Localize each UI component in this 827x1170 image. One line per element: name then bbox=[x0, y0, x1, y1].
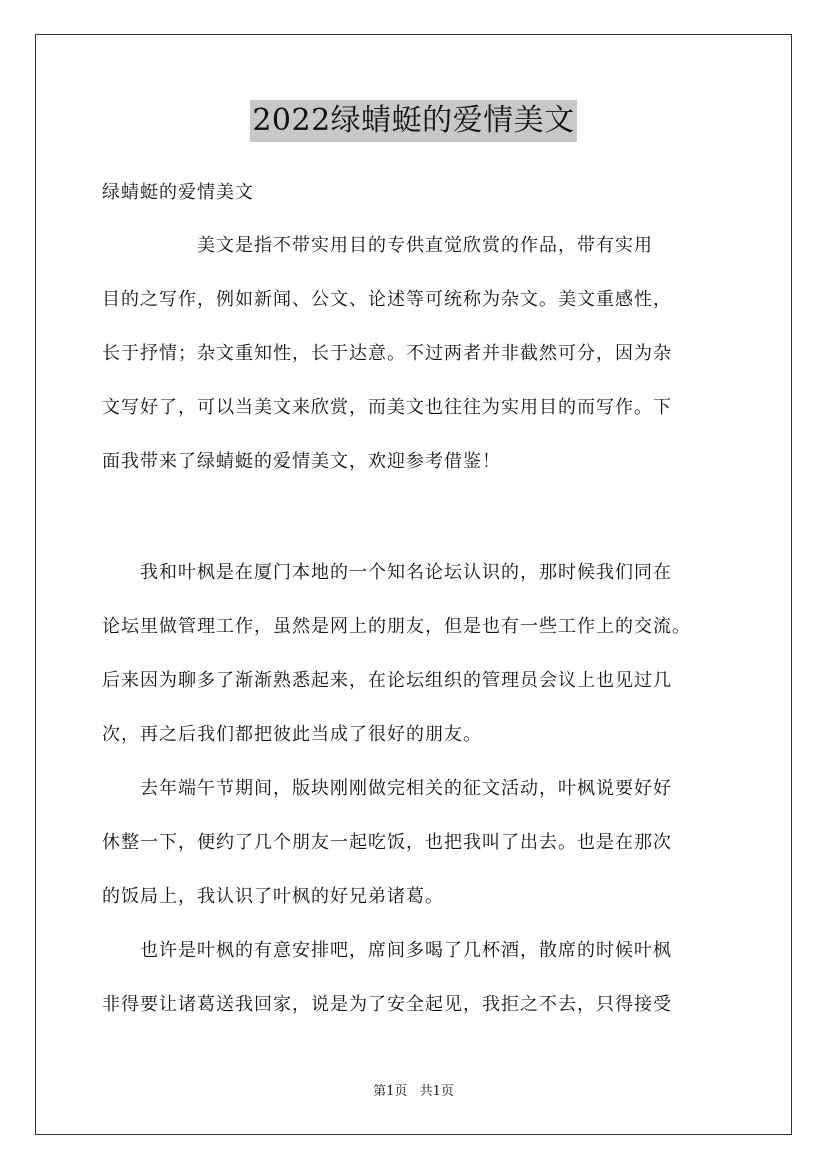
paragraph-line: 休整一下，便约了几个朋友一起吃饭，也把我叫了出去。也是在那次 bbox=[102, 832, 672, 853]
title-container bbox=[0, 100, 827, 142]
paragraph-line: 文写好了，可以当美文来欣赏，而美文也往往为实用目的而写作。下 bbox=[102, 397, 672, 418]
paragraph-2 bbox=[102, 546, 732, 762]
paragraph-line: 非得要让诸葛送我回家，说是为了安全起见，我拒之不去，只得接受 bbox=[102, 994, 672, 1015]
paragraph-line: 我和叶枫是在厦门本地的一个知名论坛认识的，那时候我们同在 bbox=[102, 562, 672, 583]
paragraph-4 bbox=[102, 924, 732, 1032]
paragraph-line: 目的之写作，例如新闻、公文、论述等可统称为杂文。美文重感性， bbox=[102, 289, 672, 310]
paragraph-line: 后来因为聊多了渐渐熟悉起来，在论坛组织的管理员会议上也见过几 bbox=[102, 670, 672, 691]
paragraph-line: 长于抒情；杂文重知性，长于达意。不过两者并非截然可分，因为杂 bbox=[102, 343, 672, 364]
paragraph-line: 也许是叶枫的有意安排吧，席间多喝了几杯酒，散席的时候叶枫 bbox=[102, 940, 672, 961]
paragraph-line: 面我带来了绿蜻蜓的爱情美文，欢迎参考借鉴！ bbox=[102, 451, 501, 472]
page-total: 共1页 bbox=[419, 1084, 454, 1099]
paragraph-3 bbox=[102, 762, 732, 924]
paragraph-line: 论坛里做管理工作，虽然是网上的朋友，但是也有一些工作上的交流。 bbox=[102, 616, 691, 637]
paragraph-line: 次，再之后我们都把彼此当成了很好的朋友。 bbox=[102, 724, 482, 745]
paragraph-line: 美文是指不带实用目的专供直觉欣赏的作品，带有实用 bbox=[102, 235, 653, 256]
paragraph-1 bbox=[102, 219, 732, 489]
page-number: 第1页 bbox=[373, 1084, 408, 1099]
paragraph-line: 去年端午节期间，版块刚刚做完相关的征文活动，叶枫说要好好 bbox=[102, 778, 672, 799]
page-footer bbox=[0, 1082, 827, 1102]
document-title: 2022绿蜻蜓的爱情美文 bbox=[250, 100, 576, 142]
paragraph-line: 的饭局上，我认识了叶枫的好兄弟诸葛。 bbox=[102, 886, 444, 907]
document-subtitle: 绿蜻蜓的爱情美文 bbox=[102, 182, 254, 203]
